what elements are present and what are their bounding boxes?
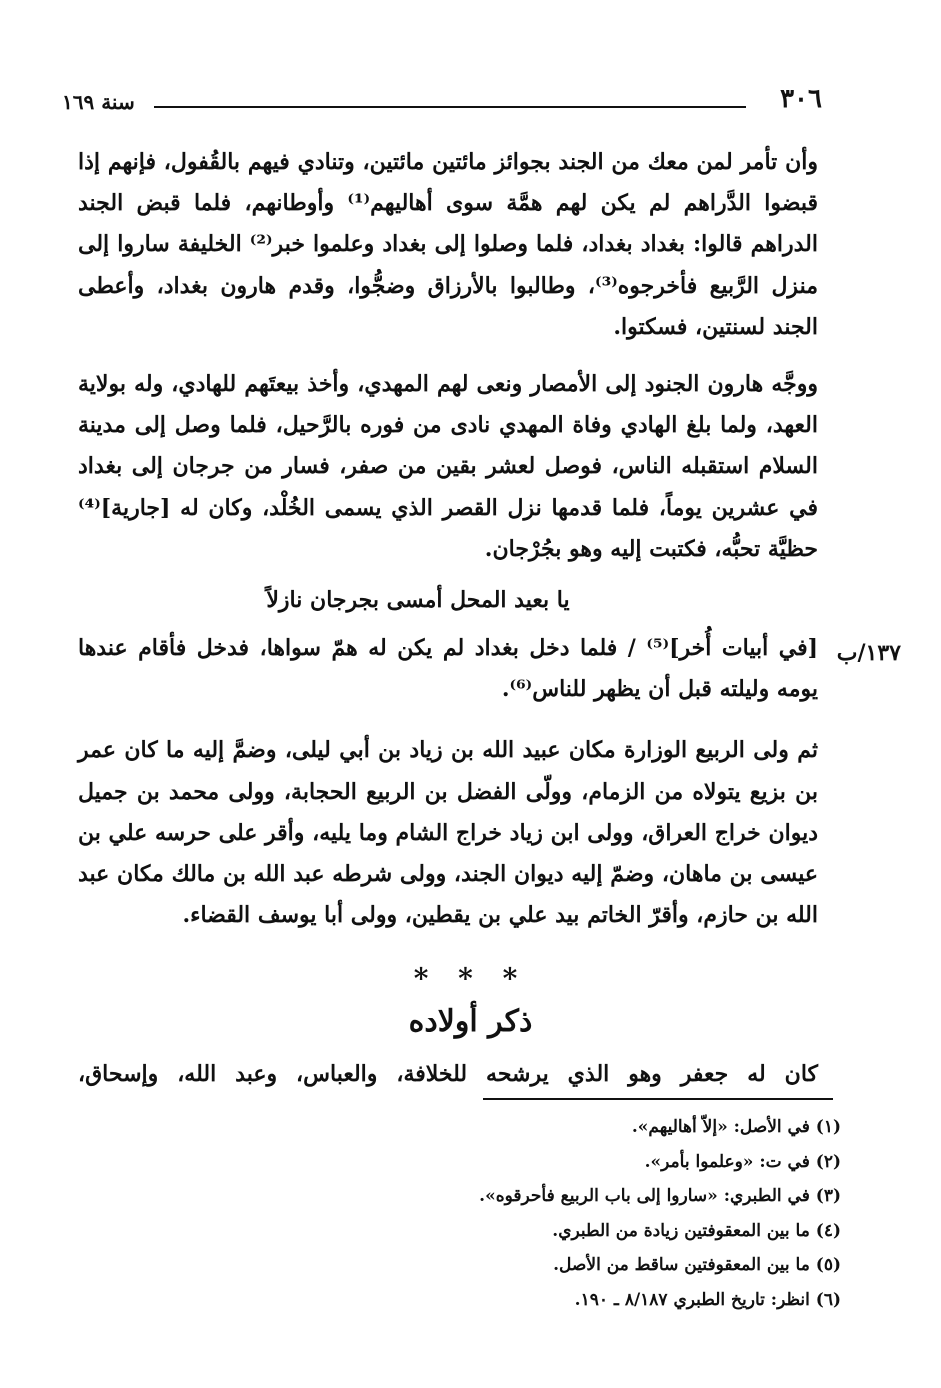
paragraph-2: ووجَّه هارون الجنود إلى الأمصار ونعى لهم المهدي، وأخذ بيعتَهم للهادي، وله بولاية العهد، ولما بلغ الهادي وفاة المهدي نادى من فوره بالرَّحيل، فلما وصل إلى مدينة السلام استقبله الناس، فوصل لعشر بقين من صفر، فسار من جرجان إلى بغداد في عشرين يوماً، فلما قدمها نزل القصر الذي يسمى الخُلْد، وكان له [جارية]⁽⁴⁾ حظيَّة تحبُّه، فكتبت إليه وهو بجُرْجان. (78, 371, 818, 562)
footnote-rule (483, 1098, 833, 1100)
footnote-3: (٣) في الطبري: «ساروا إلى باب الربيع فأحرقوه». (479, 1186, 841, 1206)
footnote-5: (٥) ما بين المعقوفتين ساقط من الأصل. (553, 1255, 841, 1275)
section-title: ذكر أولاده (408, 1004, 533, 1039)
section-separator: * * * (413, 962, 528, 995)
section-first-line: كان له جعفر وهو الذي يرشحه للخلافة، والعباس، وعبد الله، وإسحاق، (78, 1061, 818, 1087)
footnote-6: (٦) انظر: تاريخ الطبري ٨/١٨٧ ـ ١٩٠. (574, 1289, 841, 1310)
footnote-4: (٤) ما بين المعقوفتين زيادة من الطبري. (552, 1220, 841, 1241)
footnote-2: (٢) في ت: «وعلموا بأمر». (644, 1151, 841, 1172)
footnote-1: (١) في الأصل: «إلاّ أهاليهم». (631, 1117, 841, 1137)
paragraph-4: ثم ولى الربيع الوزارة مكان عبيد الله بن زياد بن أبي ليلى، وضمَّ إليه ما كان عمر بن بزيع يتولاه من الزمام، وولّى الفضل بن الربيع الحجابة، وولى محمد بن جميل ديوان خراج العراق، وولى ابن زياد خراج الشام وما يليه، وأقر على حرسه علي بن عيسى بن ماهان، وضمّ إليه ديوان الجند، وولى شرطه عبد الله بن مالك مكان عبد الله بن حازم، وأقرّ الخاتم بيد علي بن يقطين، وولى أبا يوسف القضاء. (78, 737, 818, 929)
header-rule (154, 106, 746, 108)
paragraph-1: وأن تأمر لمن معك من الجند بجوائز مائتين مائتين، وتنادي فيهم بالقُفول، فإنهم إذا قبضوا الدَّراهم لم يكن لهم همَّة سوى أهاليهم⁽¹⁾ وأوطانهم، فلما قبض الجند الدراهم قالوا: بغداد بغداد، فلما وصلوا إلى بغداد وعلموا خبر⁽²⁾ الخليفة ساروا إلى منزل الرَّبيع فأخرجوه⁽³⁾، وطالبوا بالأرزاق وضجُّوا، وقدم هارون بغداد، وأعطى الجند لسنتين، فسكتوا. (78, 149, 819, 340)
footnotes (141, 1110, 841, 1317)
page-number: ٣٠٦ (780, 84, 822, 114)
paragraph-3: [في أبيات أُخر]⁽⁵⁾ / فلما دخل بغداد لم يكن له همّ سواها، فدخل فأقام عندها يومه وليلته قبل أن يظهر للناس⁽⁶⁾. (78, 635, 818, 703)
running-year: سنة ١٦٩ (62, 90, 135, 114)
running-header (62, 84, 822, 124)
poetry-verse: يا بعيد المحل أمسى بجرجان نازلاً (266, 587, 570, 614)
main-text (78, 142, 818, 936)
manuscript-folio-marker: ١٣٧/ب (836, 640, 901, 666)
